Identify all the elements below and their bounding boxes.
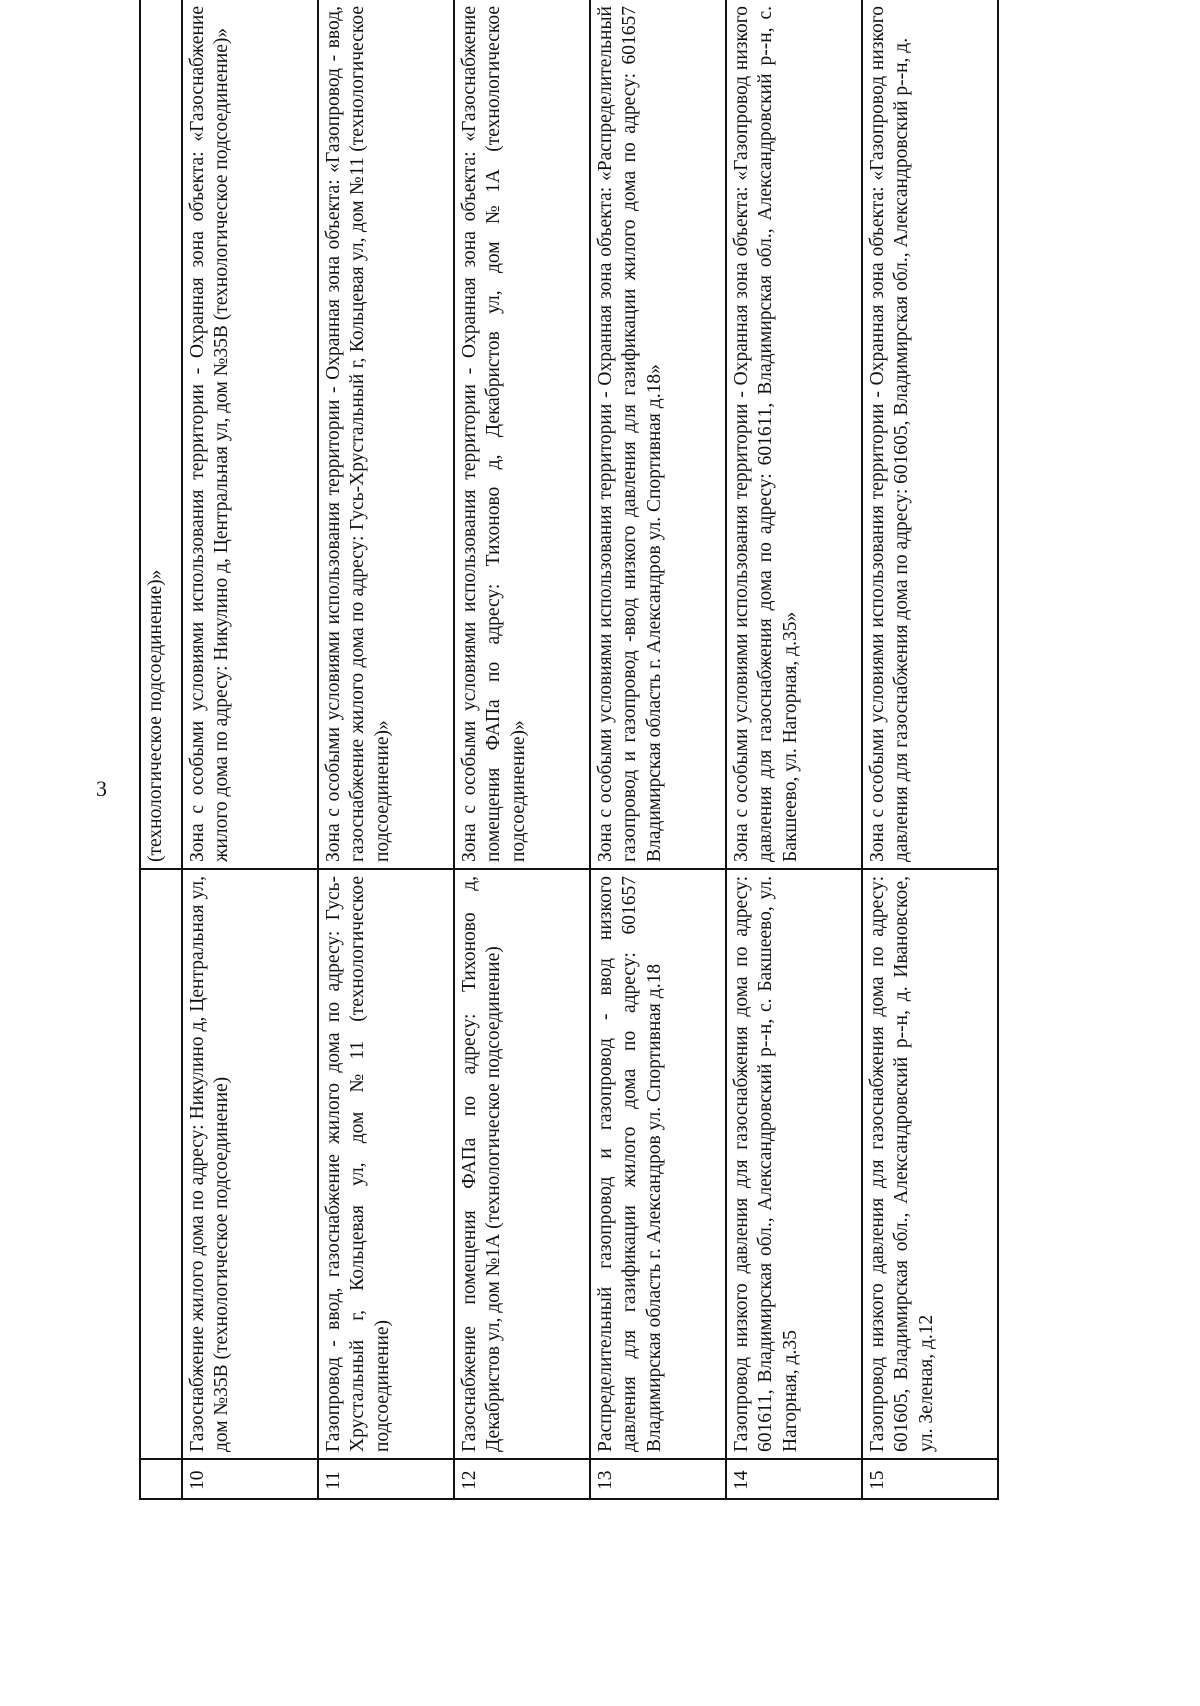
table-cell-zone: Зона с особыми условиями использования территории - Охранная зона объекта: «Газоснабжение помещения ФАПа по адресу: Тихоново д, Декабристов ул, дом №1А (технологическое подсоединение)» bbox=[454, 0, 590, 869]
table-row bbox=[182, 0, 318, 1499]
table-cell-object: Газопровод низкого давления для газоснабжения дома по адресу: 601611, Владимирская обл., Александровский р--н, с. Бакшеево, ул. Нагорная, д.35 bbox=[726, 869, 862, 1459]
table-cell-num: 13 bbox=[590, 1459, 726, 1499]
table-cell-zone: Зона с особыми условиями использования территории - Охранная зона объекта: «Газопровод - ввод, газоснабжение жилого дома по адресу: Гусь-Хрустальный г, Кольцевая ул, дом №11 (технологическое подсоединение)» bbox=[318, 0, 454, 869]
table-cell-zone: (технологическое подсоединение)» bbox=[140, 0, 182, 869]
table-row bbox=[590, 0, 726, 1499]
table-cell-object: Распределительный газопровод и газопровод - ввод низкого давления для газификации жилого дома по адресу: 601657 Владимирская область г. Александров ул. Спортивная д.18 bbox=[590, 869, 726, 1459]
table-cell-num bbox=[140, 1459, 182, 1499]
table-cell-object: Газоснабжение жилого дома по адресу: Никулино д, Центральная ул, дом №35В (технологическое подсоединение) bbox=[182, 869, 318, 1459]
table-row bbox=[318, 0, 454, 1499]
table-cell-num: 10 bbox=[182, 1459, 318, 1499]
table-cell-object: Газопровод низкого давления для газоснабжения дома по адресу: 601605, Владимирская обл., Александровский р--н, д. Ивановское, ул. Зеленая, д.12 bbox=[862, 869, 998, 1459]
table-row bbox=[454, 0, 590, 1499]
table-cell-num: 12 bbox=[454, 1459, 590, 1499]
table-cell-object bbox=[140, 869, 182, 1459]
table-cell-zone: Зона с особыми условиями использования территории - Охранная зона объекта: «Газопровод низкого давления для газоснабжения дома по адресу: 601605, Владимирская обл., Александровский р--н, д. bbox=[862, 0, 998, 869]
table-cell-zone: Зона с особыми условиями использования территории - Охранная зона объекта: «Распределительный газопровод и газопровод -ввод низкого давления для газификации жилого дома по адресу: 601657 Владимирская область г. Александров ул. Спортивная д.18» bbox=[590, 0, 726, 869]
page-number: 3 bbox=[96, 776, 107, 801]
zones-table bbox=[139, 0, 999, 1500]
table-cell-zone: Зона с особыми условиями использования территории - Охранная зона объекта: «Газоснабжение жилого дома по адресу: Никулино д, Центральная ул, дом №35В (технологическое подсоединение)» bbox=[182, 0, 318, 869]
rotated-table-container bbox=[139, 0, 1079, 1500]
table-cell-num: 11 bbox=[318, 1459, 454, 1499]
table-cell-zone: Зона с особыми условиями использования территории - Охранная зона объекта: «Газопровод низкого давления для газоснабжения дома по адресу: 601611, Владимирская обл., Александровский р--н, с. Бакшеево, ул. Нагорная, д.35» bbox=[726, 0, 862, 869]
table-cell-object: Газоснабжение помещения ФАПа по адресу: Тихоново д, Декабристов ул, дом №1А (технологическое подсоединение) bbox=[454, 869, 590, 1459]
table-cell-num: 14 bbox=[726, 1459, 862, 1499]
table-row-continuation bbox=[140, 0, 182, 1499]
table-cell-object: Газопровод - ввод, газоснабжение жилого дома по адресу: Гусь-Хрустальный г, Кольцевая ул, дом №11 (технологическое подсоединение) bbox=[318, 869, 454, 1459]
table-row bbox=[726, 0, 862, 1499]
table-cell-num: 15 bbox=[862, 1459, 998, 1499]
table-row bbox=[862, 0, 998, 1499]
